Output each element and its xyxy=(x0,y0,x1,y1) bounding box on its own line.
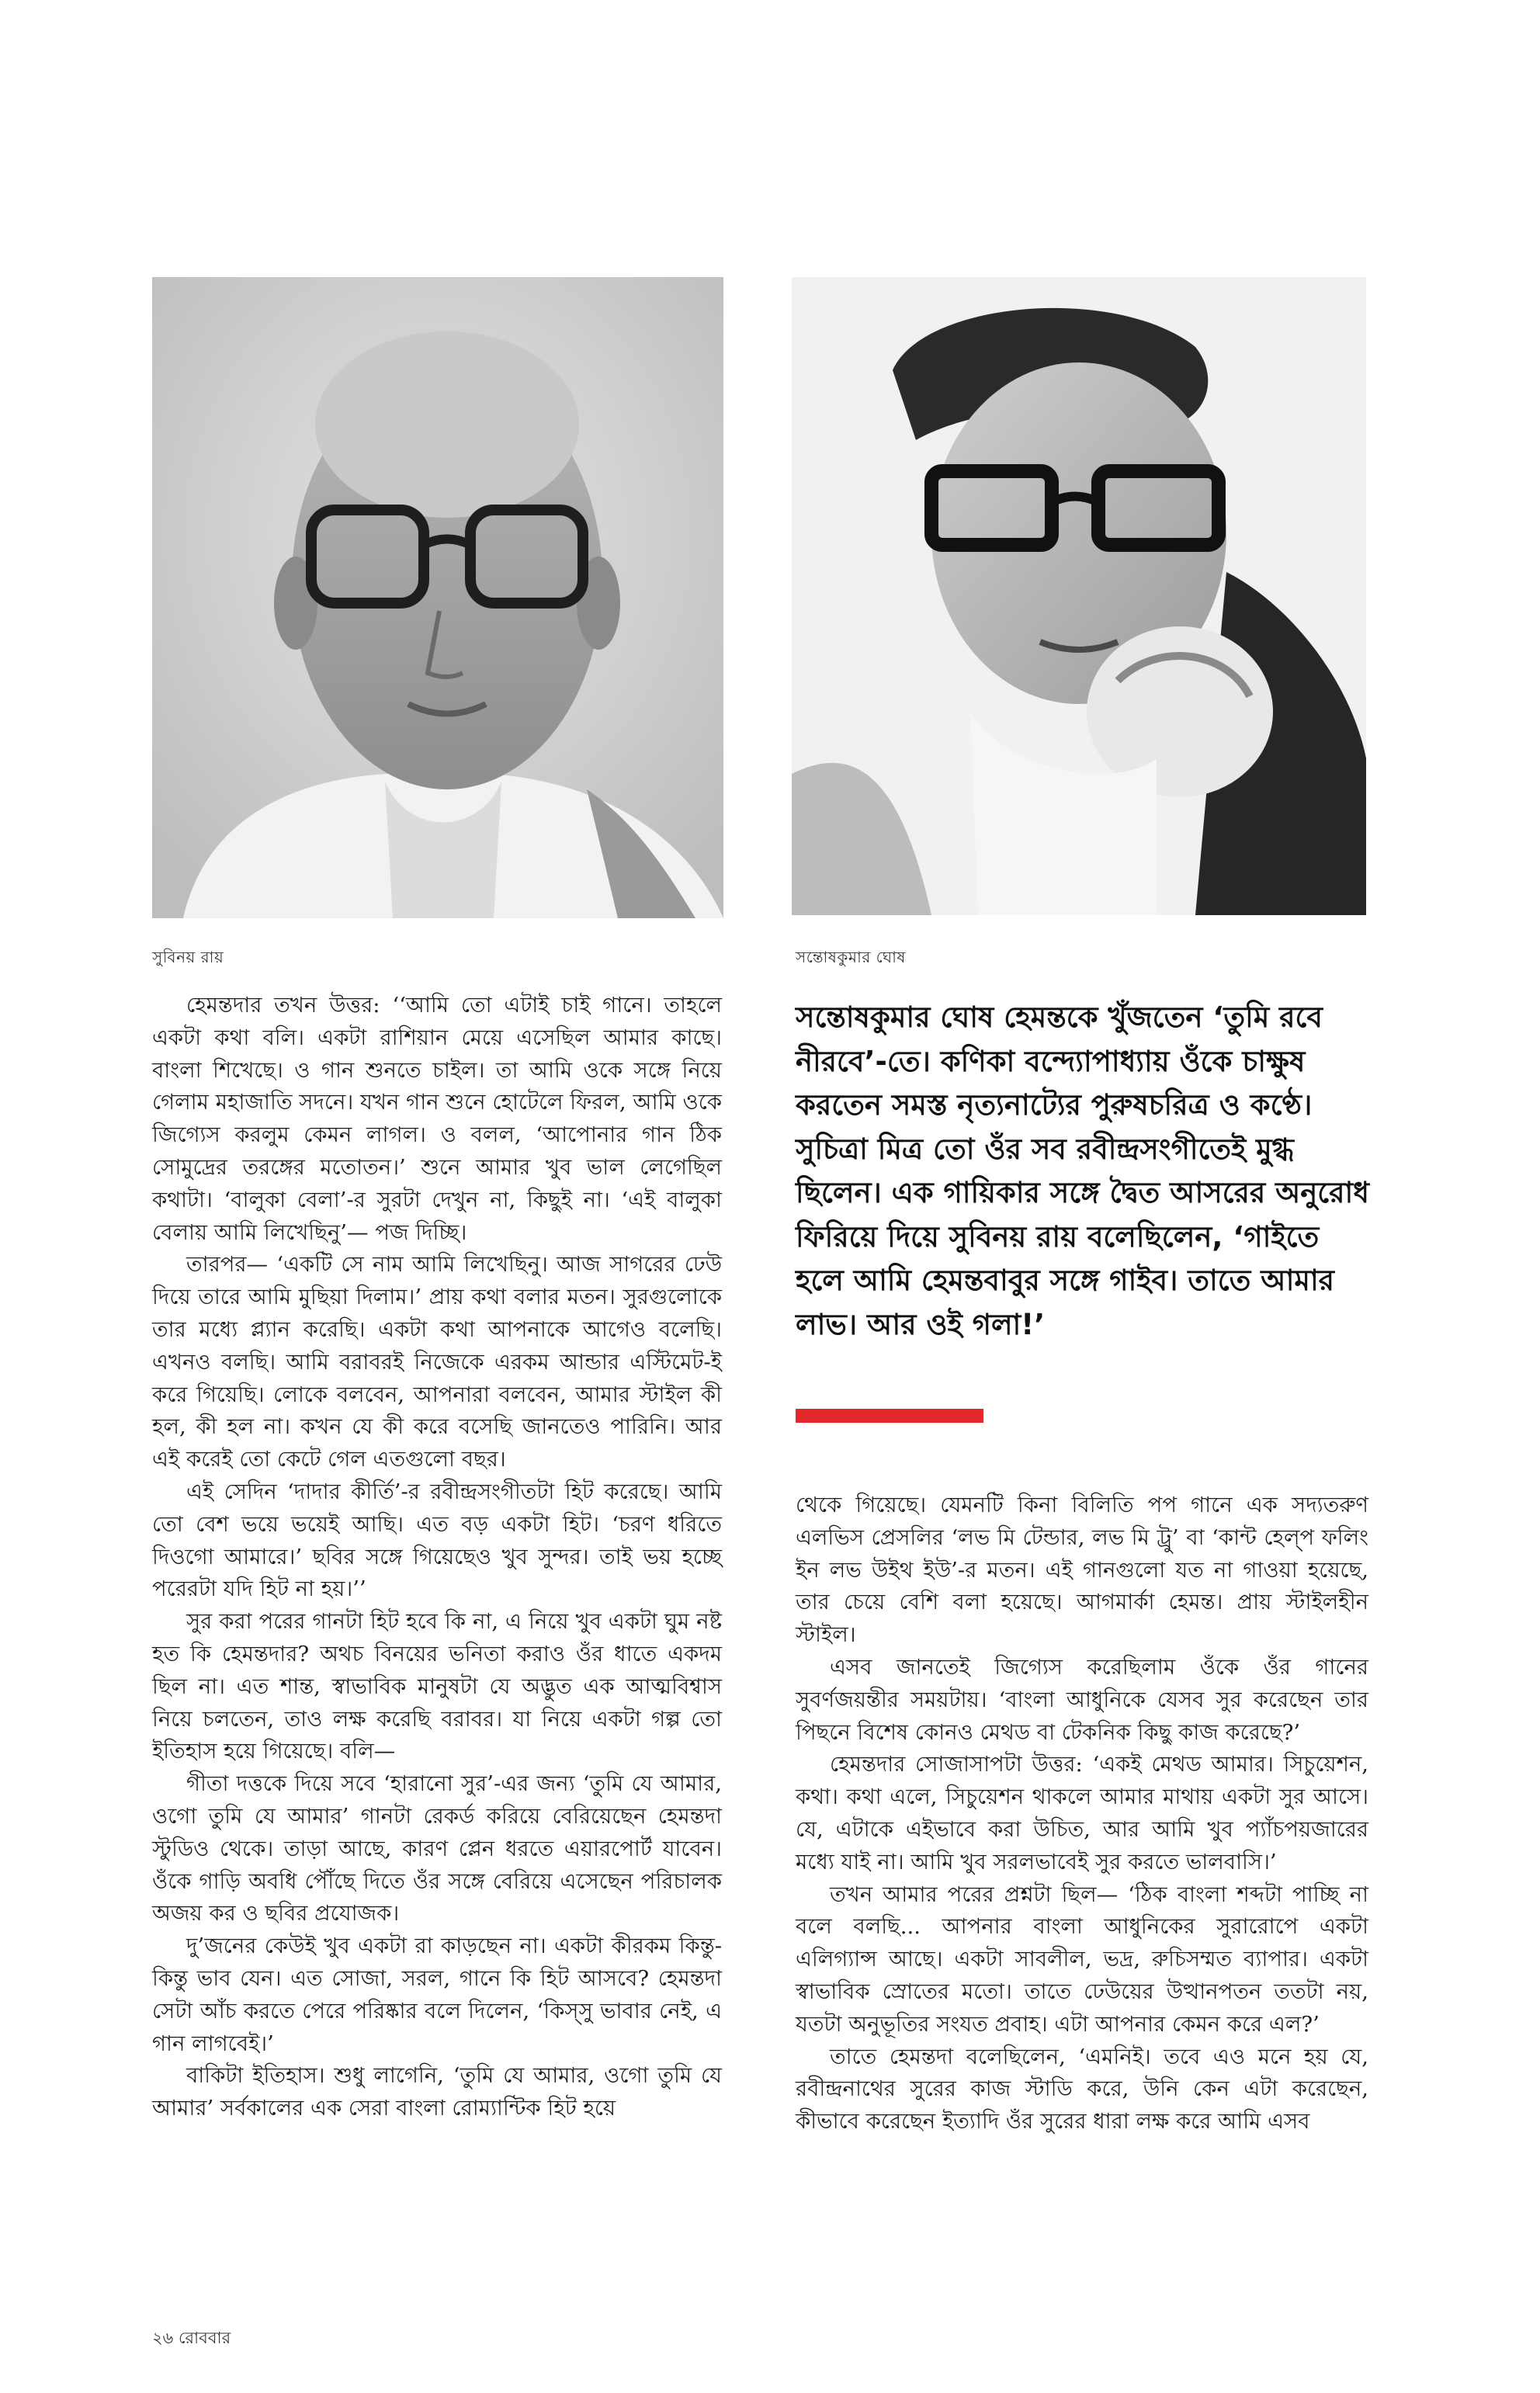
article-paragraph: তখন আমার পরের প্রশ্নটা ছিল— ‘ঠিক বাংলা শব্দটা পাচ্ছি না বলে বলছি... আপনার বাংলা আধুনিকের সুরারোপে একটা এলিগ্যান্স আছে। একটা সাবলীল, ভদ্র, রুচিসম্মত ব্যাপার। একটা স্বাভাবিক স্রোতের মতো। তাতে ঢেউয়ের উত্থানপতন ততটা নয়, যতটা অনুভূতির সংযত প্রবাহ। এটা আপনার কেমন করে এল?’ xyxy=(796,1881,1368,2037)
portrait-image xyxy=(152,277,723,918)
article-paragraph: এসব জানতেই জিগ্যেস করেছিলাম ওঁকে ওঁর গানের সুবর্ণজয়ন্তীর সময়টায়। ‘বাংলা আধুনিকে যেসব সুর করেছেন তার পিছনে বিশেষ কোনও মেথড বা টেকনিক কিছু কাজ করেছে?’ xyxy=(796,1654,1368,1745)
portrait-photo-santoshkumar-ghosh xyxy=(792,277,1366,915)
pull-quote: সন্তোষকুমার ঘোষ হেমন্তকে খুঁজতেন ‘তুমি রবে নীরবে’-তে। কণিকা বন্দ্যোপাধ্যায় ওঁকে চাক্ষুষ করতেন সমস্ত নৃত্যনাট্যের পুরুষচরিত্র ও কণ্ঠে। সুচিত্রা মিত্র তো ওঁর সব রবীন্দ্রসংগীতেই মুগ্ধ ছিলেন। এক গায়িকার সঙ্গে দ্বৈত আসরের অনুরোধ ফিরিয়ে দিয়ে সুবিনয় রায় বলেছিলেন, ‘গাইতে হলে আমি হেমন্তবাবুর সঙ্গে গাইব। তাতে আমার লাভ। আর ওই গলা!’ xyxy=(796,1001,1369,1341)
article-column-right xyxy=(796,1490,1368,2138)
article-paragraph: বাকিটা ইতিহাস। শুধু লাগেনি, ‘তুমি যে আমার, ওগো তুমি যে আমার’ সর্বকালের এক সেরা বাংলা রোম্যান্টিক হিট হয়ে xyxy=(152,2063,722,2121)
portrait-image xyxy=(792,277,1366,915)
article-paragraph: হেমন্তদার তখন উত্তর: ‘‘আমি তো এটাই চাই গানে। তাহলে একটা কথা বলি। একটা রাশিয়ান মেয়ে এসেছিল আমার কাছে। বাংলা শিখেছে। ও গান শুনতে চাইল। তা আমি ওকে সঙ্গে নিয়ে গেলাম মহাজাতি সদনে। যখন গান শুনে হোটেলে ফিরল, আমি ওকে জিগ্যেস করলুম কেমন লাগল। ও বলল, ‘আপোনার গান ঠিক সোমুদ্রের তরঙ্গের মতোতন।’ শুনে আমার খুব ভাল লেগেছিল কথাটা। ‘বালুকা বেলা’-র সুরটা দেখুন না, কিছুই না। ‘এই বালুকা বেলায় আমি লিখেছিনু’— পজ দিচ্ছি। xyxy=(152,993,722,1245)
article-paragraph: সুর করা পরের গানটা হিট হবে কি না, এ নিয়ে খুব একটা ঘুম নষ্ট হত কি হেমন্তদার? অথচ বিনয়ের ভনিতা করাও ওঁর ধাতে একদম ছিল না। এত শান্ত, স্বাভাবিক মানুষটা যে অদ্ভুত এক আত্মবিশ্বাস নিয়ে চলতেন, তাও লক্ষ করেছি বরাবর। যা নিয়ে একটা গল্প তো ইতিহাস হয়ে গিয়েছে। বলি— xyxy=(152,1609,722,1764)
photo-caption-right: সন্তোষকুমার ঘোষ xyxy=(796,948,906,966)
portrait-photo-subinoy-roy xyxy=(152,277,723,918)
article-paragraph: থেকে গিয়েছে। যেমনটি কিনা বিলিতি পপ গানে এক সদ্যতরুণ এলভিস প্রেসলির ‘লভ মি টেন্ডার, লভ মি ট্রু’ বা ‘কান্ট হেল্‌প ফলিং ইন লভ উইথ ইউ’-র মতন। এই গানগুলো যত না গাওয়া হয়েছে, তার চেয়ে বেশি বলা হয়েছে। আগমার্কা হেমন্ত। প্রায় স্টাইলহীন স্টাইল। xyxy=(796,1493,1368,1648)
article-paragraph: তাতে হেমন্তদা বলেছিলেন, ‘এমনিই। তবে এও মনে হয় যে, রবীন্দ্রনাথের সুরের কাজ স্টাডি করে, উনি কেন এটা করেছেন, কীভাবে করেছেন ইত্যাদি ওঁর সুরের ধারা লক্ষ করে আমি এসব xyxy=(796,2044,1368,2135)
photo-caption-left: সুবিনয় রায় xyxy=(152,948,224,966)
article-paragraph: এই সেদিন ‘দাদার কীর্তি’-র রবীন্দ্রসংগীতটা হিট করেছে। আমি তো বেশ ভয়ে ভয়েই আছি। এত বড় একটা হিট। ‘চরণ ধরিতে দিওগো আমারে।’ ছবির সঙ্গে গিয়েছেও খুব সুন্দর। তাই ভয় হচ্ছে পরেরটা যদি হিট না হয়।’’ xyxy=(152,1479,722,1602)
article-paragraph: তারপর— ‘একটি সে নাম আমি লিখেছিনু। আজ সাগরের ঢেউ দিয়ে তারে আমি মুছিয়া দিলাম।’ প্রায় কথা বলার মতন। সুরগুলোকে তার মধ্যে প্ল্যান করেছি। একটা কথা আপনাকে আগেও বলেছি। এখনও বলছি। আমি বরাবরই নিজেকে এরকম আন্ডার এস্টিমেট-ই করে গিয়েছি। লোকে বলবেন, আপনারা বলবেন, আমার স্টাইল কী হল, কী হল না। কখন যে কী করে বসেছি জানতেও পারিনি। আর এই করেই তো কেটে গেল এতগুলো বছর। xyxy=(152,1252,722,1472)
article-column-left xyxy=(152,990,722,2125)
article-paragraph: হেমন্তদার সোজাসাপটা উত্তর: ‘একই মেথড আমার। সিচুয়েশন, কথা। কথা এলে, সিচুয়েশন থাকলে আমার মাথায় একটা সুর আসে। যে, এটাকে এইভাবে করা উচিত, আর আমি খুব প্যাঁচপয়জারের মধ্যে যাই না। আমি খুব সরলভাবেই সুর করতে ভালবাসি।’ xyxy=(796,1752,1368,1875)
pull-quote-accent-rule xyxy=(796,1409,983,1423)
article-paragraph: গীতা দত্তকে দিয়ে সবে ‘হারানো সুর’-এর জন্য ‘তুমি যে আমার, ওগো তুমি যে আমার’ গানটা রেকর্ড করিয়ে বেরিয়েছেন হেমন্তদা স্টুডিও থেকে। তাড়া আছে, কারণ প্লেন ধরতে এয়ারপোর্ট যাবেন। ওঁকে গাড়ি অবধি পৌঁছে দিতে ওঁর সঙ্গে বেরিয়ে এসেছেন পরিচালক অজয় কর ও ছবির প্রযোজক। xyxy=(152,1771,722,1927)
article-paragraph: দু’জনের কেউই খুব একটা রা কাড়ছেন না। একটা কীরকম কিন্তু-কিন্তু ভাব যেন। এত সোজা, সরল, গানে কি হিট আসবে? হেমন্তদা সেটা আঁচ করতে পেরে পরিষ্কার বলে দিলেন, ‘কিস্‌সু ভাবার নেই, এ গান লাগবেই।’ xyxy=(152,1933,722,2056)
page-folio: ২৬ রোববার xyxy=(152,2329,231,2347)
